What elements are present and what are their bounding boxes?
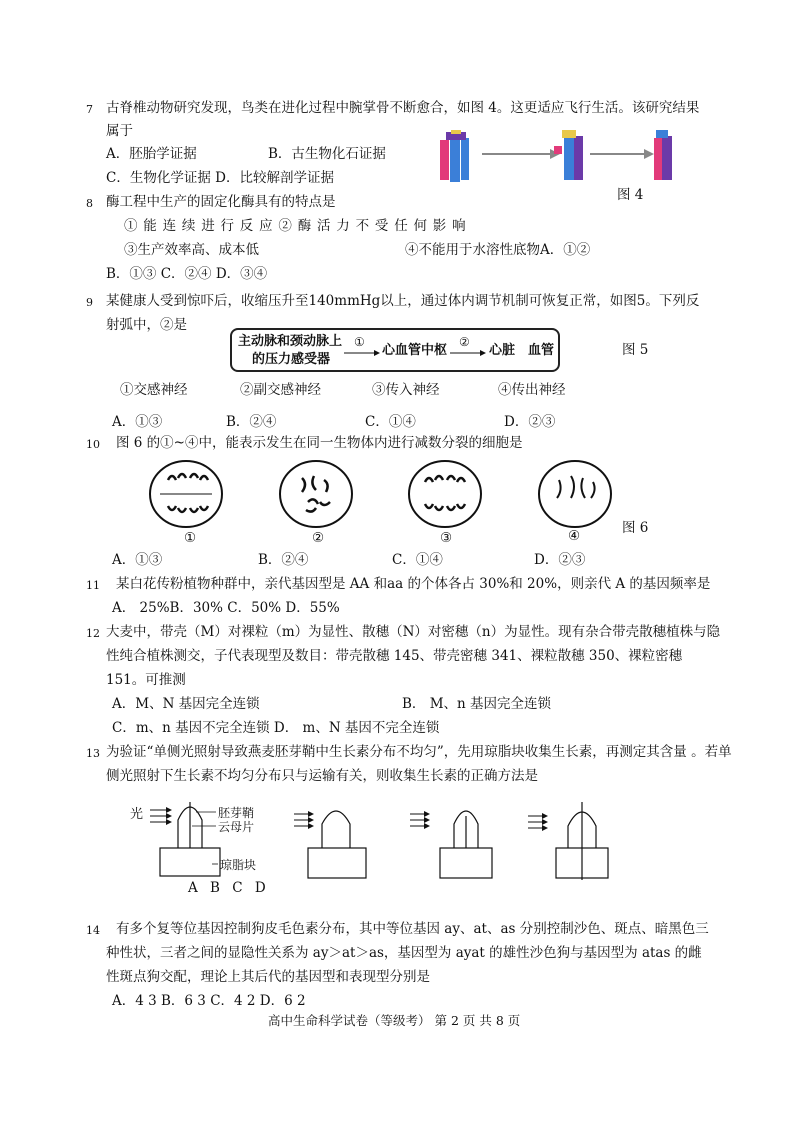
- figure-4-bones: [432, 128, 692, 188]
- figure-5-label: 图 5: [622, 342, 649, 358]
- cell-1-diagram: [148, 458, 226, 530]
- coleoptile-setup-b: [294, 804, 384, 880]
- q9-stem-line1: 某健康人受到惊吓后，收缩压升至140mmHg以上，通过体内调节机制可恢复正常，如图5。下列反: [106, 293, 700, 309]
- q11-stem: 某白花传粉植物种群中，亲代基因型是 AA 和aa 的个体各占 30%和 20%，则亲代 A 的基因频率是: [116, 576, 711, 592]
- q10-number: 10: [86, 438, 100, 451]
- q8-stem: 酶工程中生产的固定化酶具有的特点是: [106, 194, 336, 210]
- q9-item-2: ②副交感神经: [240, 382, 321, 398]
- q8-options: B．①③ C．②④ D．③④: [106, 266, 268, 282]
- q9-answer-d: D．②③: [504, 414, 556, 430]
- q8-line3b: ④不能用于水溶性底物A．①②: [405, 242, 591, 258]
- q13-stem-line2: 侧光照射下生长素不均匀分布只与运输有关，则收集生长素的正确方法是: [106, 768, 538, 784]
- q12-answer-b: B． M、n 基因完全连锁: [402, 696, 552, 712]
- coleoptile-setup-d: [528, 802, 618, 882]
- q7-stem-line2: 属于: [106, 123, 133, 139]
- figure-5-center: 心血管中枢: [382, 343, 448, 358]
- q12-number: 12: [86, 627, 100, 640]
- light-label: 光: [130, 807, 144, 822]
- q14-number: 14: [86, 924, 100, 937]
- q7-number: 7: [86, 103, 93, 116]
- figure-5-arrow1-label: ①: [354, 335, 365, 349]
- figure-5-vessel: 血管: [528, 343, 555, 358]
- cell-2-diagram: [278, 458, 356, 530]
- q11-options: A． 25%B．30% C．50% D．55%: [112, 600, 340, 616]
- q13-number: 13: [86, 747, 100, 760]
- q9-item-1: ①交感神经: [120, 382, 188, 398]
- q8-line2: ①能连续进行反应②酶活力不受任何影响: [124, 218, 472, 234]
- q12-answer-a: A．M、N 基因完全连锁: [112, 696, 260, 712]
- q14-options: A．4 3 B．6 3 C．4 2 D．6 2: [112, 993, 306, 1009]
- cell-1-label: ①: [184, 530, 197, 546]
- q9-answer-b: B．②④: [226, 414, 277, 430]
- cell-4-diagram: [537, 458, 615, 530]
- q10-answer-a: A．①③: [112, 552, 163, 568]
- figure-6-label: 图 6: [622, 520, 649, 536]
- q8-line3a: ③生产效率高、成本低: [124, 242, 259, 258]
- option-letters: A B C D: [188, 880, 270, 896]
- q9-stem-line2: 射弧中，②是: [106, 317, 187, 333]
- q7-option-a: A．胚胎学证据: [106, 146, 197, 162]
- q10-answer-d: D．②③: [534, 552, 586, 568]
- q7-option-cd: C．生物化学证据 D．比较解剖学证据: [106, 170, 334, 186]
- figure-4-label: 图 4: [617, 187, 644, 203]
- q14-stem-line2: 种性状，三者之间的显隐性关系为 ay＞at＞as，基因型为 ayat 的雄性沙色狗与基因型为 atas 的雌: [106, 945, 702, 961]
- q10-answer-c: C．①④: [392, 552, 443, 568]
- q7-option-b: B．古生物化石证据: [268, 146, 386, 162]
- q11-number: 11: [86, 579, 100, 592]
- q12-stem-line1: 大麦中，带壳（M）对裸粒（m）为显性、散穗（N）对密穗（n）为显性。现有杂合带壳散穗植株与隐: [106, 624, 721, 640]
- q9-answer-a: A．①③: [112, 414, 163, 430]
- q12-answer-cd: C．m、n 基因不完全连锁 D． m、N 基因不完全连锁: [112, 720, 440, 736]
- q8-number: 8: [86, 197, 93, 210]
- cell-2-label: ②: [312, 530, 325, 546]
- cell-3-label: ③: [440, 530, 453, 546]
- page-footer: 高中生命科学试卷（等级考） 第 2 页 共 8 页: [268, 1013, 521, 1028]
- label-mica: 云母片: [218, 820, 255, 834]
- q9-item-3: ③传入神经: [372, 382, 440, 398]
- cell-3-diagram: [407, 458, 485, 530]
- label-agar: 琼脂块: [220, 858, 257, 872]
- figure-5-receptor-line2: 的压力感受器: [252, 352, 331, 367]
- q9-answer-c: C．①④: [365, 414, 416, 430]
- q7-stem-line1: 古脊椎动物研究发现，鸟类在进化过程中腕掌骨不断愈合，如图 4。这更适应飞行生活。该研究结果: [106, 100, 700, 116]
- q10-stem: 图 6 的①~④中，能表示发生在同一生物体内进行减数分裂的细胞是: [116, 435, 523, 451]
- q9-number: 9: [86, 296, 93, 309]
- cell-4-label: ④: [568, 528, 581, 544]
- label-coleoptile: 胚芽鞘: [218, 806, 255, 820]
- q13-stem-line1: 为验证“单侧光照射导致燕麦胚芽鞘中生长素分布不均匀”，先用琼脂块收集生长素，再测定其含量 。若单: [106, 744, 732, 760]
- figure-5-arrow2: [450, 348, 486, 358]
- q14-stem-line3: 性斑点狗交配，理论上其后代的基因型和表现型分别是: [106, 969, 430, 985]
- coleoptile-setup-c: [410, 804, 500, 880]
- q14-stem-line1: 有多个复等位基因控制狗皮毛色素分布，其中等位基因 ay、at、as 分别控制沙色、斑点、暗黑色三: [116, 921, 709, 937]
- figure-5-arrow2-label: ②: [459, 335, 470, 349]
- figure-5-receptor-line1: 主动脉和颈动脉上: [238, 334, 343, 349]
- figure-5-arrow1: [344, 348, 380, 358]
- q10-answer-b: B．②④: [258, 552, 309, 568]
- q12-stem-line3: 151。可推测: [106, 672, 186, 688]
- q9-item-4: ④传出神经: [498, 382, 566, 398]
- q12-stem-line2: 性纯合植株测交，子代表现型及数目：带壳散穗 145、带壳密穗 341、裸粒散穗 350、裸粒密穗: [106, 648, 683, 664]
- figure-5-heart: 心脏: [489, 343, 516, 358]
